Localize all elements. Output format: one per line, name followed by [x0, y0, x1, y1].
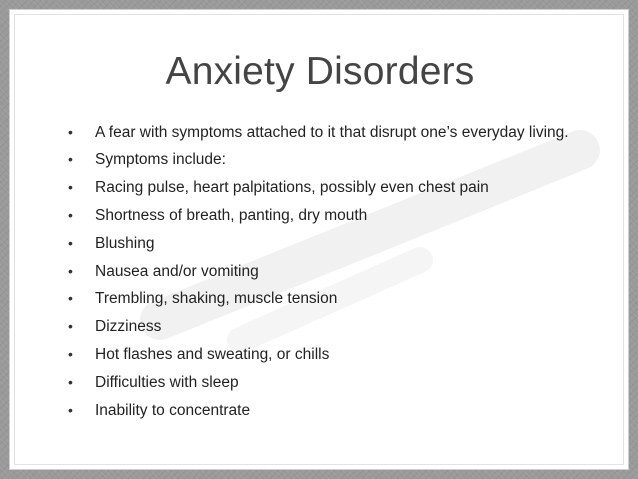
bullet-item [68, 402, 578, 419]
bullet-icon: • [68, 262, 73, 279]
slide-title: Anxiety Disorders [165, 50, 475, 93]
bullet-list [68, 124, 578, 430]
bullet-item [68, 207, 578, 224]
bullet-text: Trembling, shaking, muscle tension [95, 290, 338, 308]
bullet-icon: • [68, 151, 73, 167]
bullet-text: Difficulties with sleep [95, 374, 239, 392]
bullet-item [68, 346, 578, 363]
bullet-item [68, 124, 578, 141]
bullet-text: Hot flashes and sweating, or chills [95, 346, 330, 364]
bullet-item [68, 318, 578, 335]
bullet-icon: • [68, 206, 73, 223]
bullet-text: Nausea and/or vomiting [95, 262, 259, 280]
bullet-item [68, 179, 578, 196]
bullet-text: Shortness of breath, panting, dry mouth [95, 206, 368, 224]
slide [9, 9, 629, 470]
bullet-icon: • [68, 290, 73, 307]
bullet-item [68, 151, 578, 168]
bullet-icon: • [68, 374, 73, 391]
bullet-icon: • [68, 234, 73, 251]
bullet-icon: • [68, 402, 73, 419]
bullet-icon: • [68, 178, 73, 195]
bullet-text: Blushing [95, 234, 155, 252]
bullet-icon: • [68, 124, 73, 140]
bullet-icon: • [68, 318, 73, 335]
bullet-text: Dizziness [95, 318, 162, 336]
bullet-icon: • [68, 346, 73, 363]
bullet-item [68, 263, 578, 280]
bullet-text: Inability to concentrate [95, 402, 251, 420]
bullet-item [68, 290, 578, 307]
bullet-text: Racing pulse, heart palpitations, possibly even chest pain [95, 178, 489, 196]
bullet-item [68, 235, 578, 252]
bullet-text: A fear with symptoms attached to it that disrupt one’s everyday living. [95, 124, 569, 141]
bullet-text: Symptoms include: [95, 151, 226, 168]
bullet-item [68, 374, 578, 391]
